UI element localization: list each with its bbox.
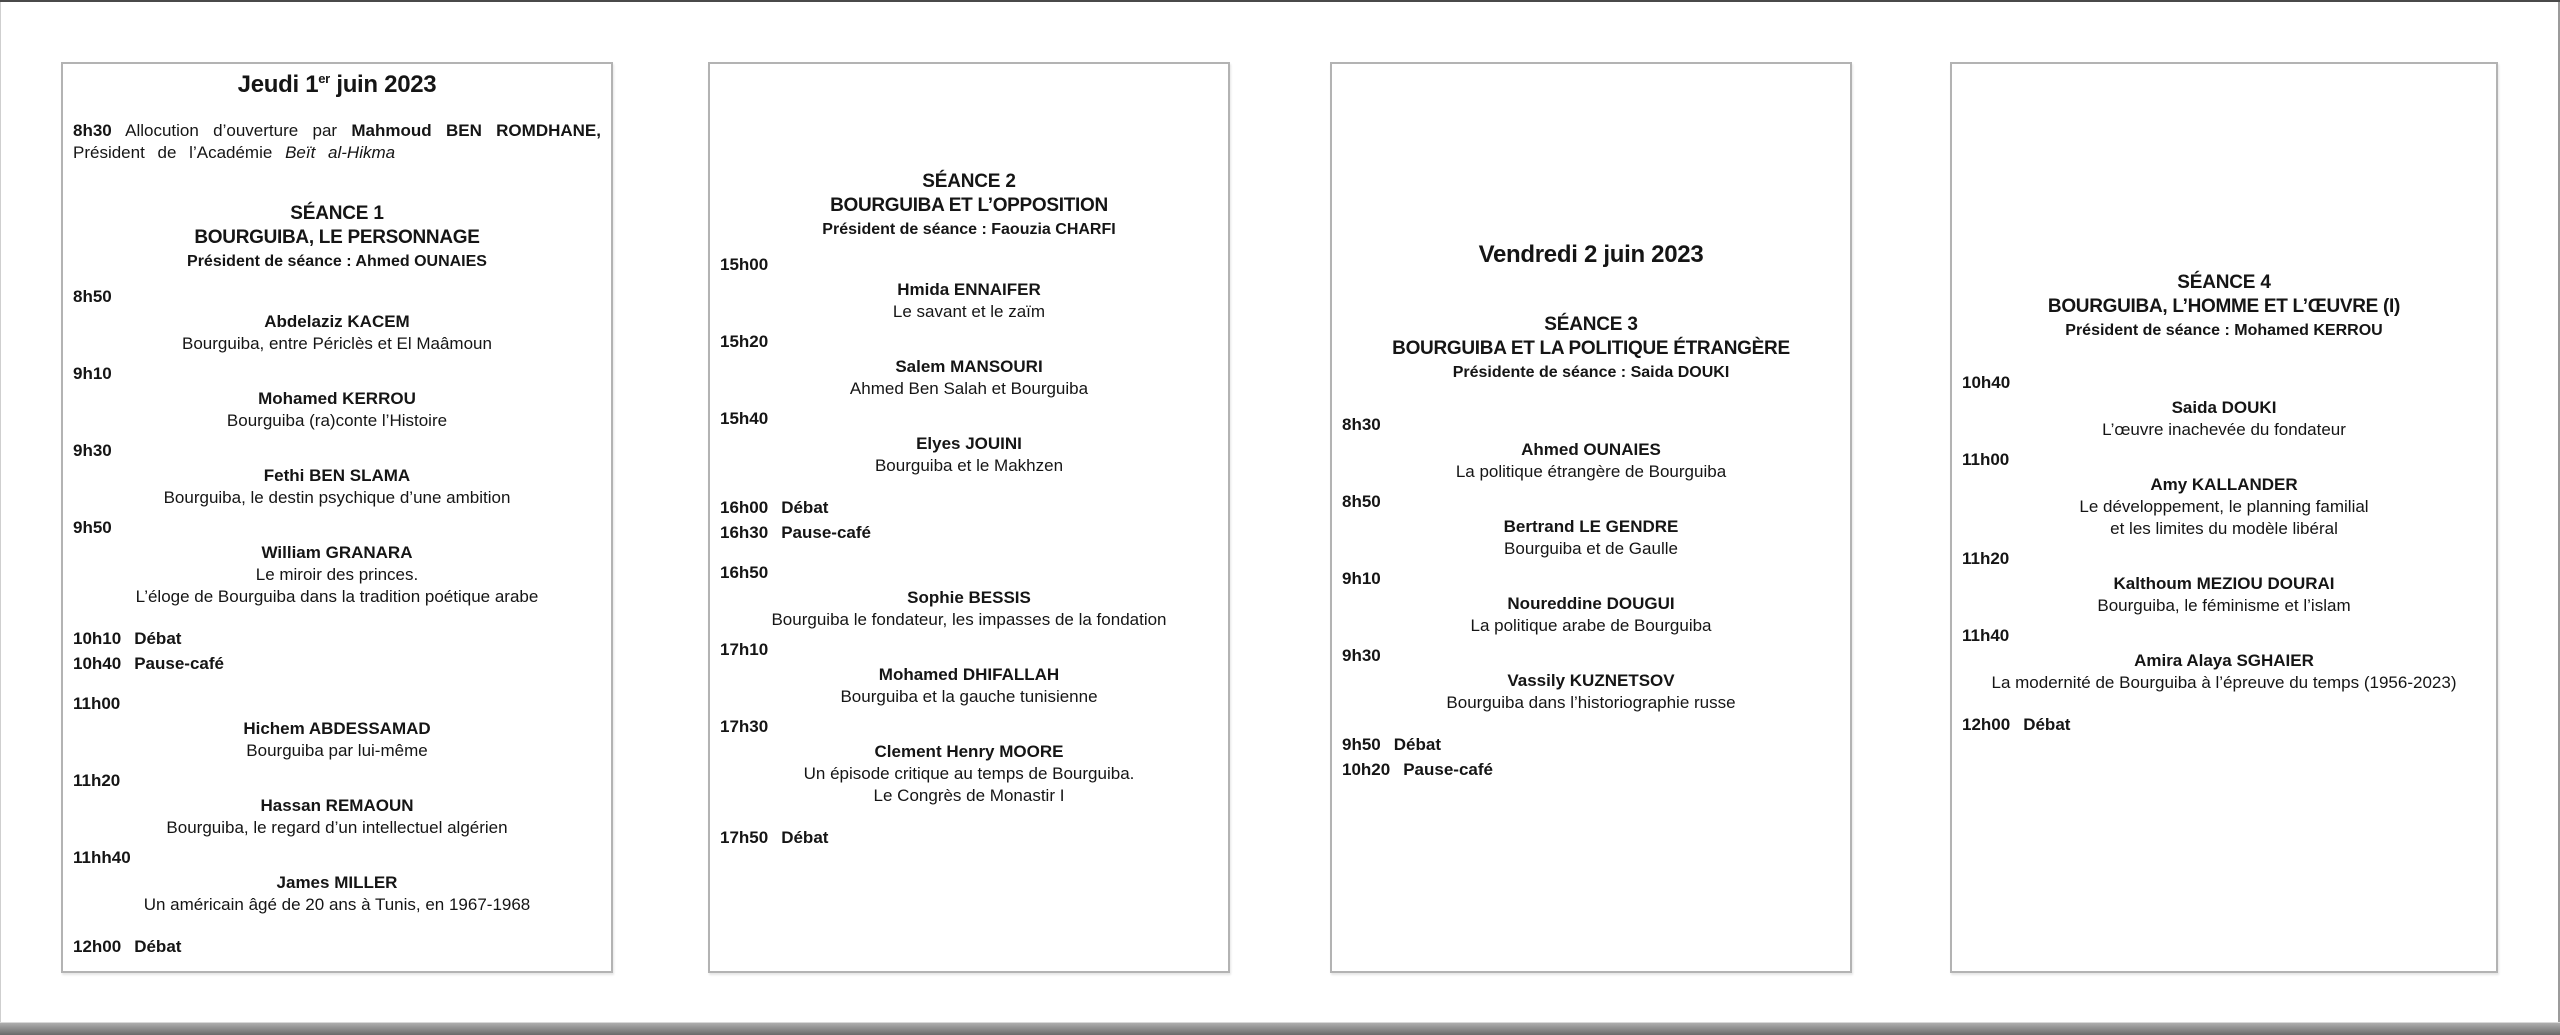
- talk-entry: [720, 408, 1218, 477]
- schedule-break: [1342, 734, 1840, 756]
- speaker-name: Amira Alaya SGHAIER: [2134, 651, 2314, 670]
- opening-line2: [73, 142, 601, 164]
- speaker-name: Hmida ENNAIFER: [897, 280, 1041, 299]
- talk-entry: [1962, 625, 2486, 694]
- speaker-name: Kalthoum MEZIOU DOURAI: [2113, 574, 2335, 593]
- session-chair: Président de séance : Mohamed KERROU: [2065, 322, 2383, 339]
- talk-time: 15h00: [720, 255, 769, 274]
- schedule-break: [1962, 714, 2486, 736]
- speaker-name: Abdelaziz KACEM: [264, 312, 410, 331]
- session-number: SÉANCE 1: [290, 203, 384, 224]
- talk-entry: [1962, 372, 2486, 441]
- speaker-name: Mohamed KERROU: [258, 389, 416, 408]
- talk-title: Bourguiba, entre Périclès et El Maâmoun: [182, 334, 492, 353]
- break-time: 10h10: [73, 629, 122, 648]
- schedule-break: [1342, 759, 1840, 781]
- break-time: 17h50: [720, 828, 769, 847]
- window-bottom-strip: [0, 1022, 2560, 1035]
- text-segment: Allocution d’ouverture par: [125, 121, 338, 140]
- talk-entry: [1342, 568, 1840, 637]
- schedule-break: [73, 936, 601, 958]
- speaker-name: Fethi BEN SLAMA: [263, 466, 411, 485]
- talk-entry: [720, 254, 1218, 323]
- window-left-edge: [0, 2, 1, 1022]
- talk-title: Bourguiba, le destin psychique d’une ambition: [163, 488, 511, 507]
- talk-entry: [73, 440, 601, 509]
- session-number: SÉANCE 4: [2177, 272, 2271, 293]
- talk-entry: [720, 639, 1218, 708]
- talk-entry: [720, 562, 1218, 631]
- session-header: [1342, 313, 1840, 384]
- talk-entry: [720, 331, 1218, 400]
- talk-title: L’œuvre inachevée du fondateur: [2102, 420, 2346, 439]
- speaker-name: Salem MANSOURI: [895, 357, 1043, 376]
- talk-time: 9h30: [1342, 646, 1381, 665]
- break-label: Débat: [134, 937, 182, 956]
- speaker-name: Elyes JOUINI: [916, 434, 1022, 453]
- speaker-name: Amy KALLANDER: [2150, 475, 2298, 494]
- text-segment: Mahmoud BEN ROMDHANE,: [351, 121, 601, 140]
- break-label: Débat: [781, 828, 829, 847]
- schedule-break: [720, 827, 1218, 849]
- talk-entry: [73, 847, 601, 916]
- talk-title: Bourguiba et la gauche tunisienne: [840, 687, 1098, 706]
- break-label: Débat: [134, 629, 182, 648]
- talk-title: Bourguiba par lui-même: [246, 741, 428, 760]
- talk-entry: [73, 363, 601, 432]
- talk-entry: [73, 517, 601, 608]
- break-label: Pause-café: [781, 523, 871, 542]
- break-label: Pause-café: [1403, 760, 1493, 779]
- session-chair: Président de séance : Ahmed OUNAIES: [187, 253, 487, 270]
- speaker-name: Mohamed DHIFALLAH: [878, 665, 1060, 684]
- talk-entry: [720, 716, 1218, 807]
- session-title: BOURGUIBA ET L’OPPOSITION: [830, 195, 1108, 216]
- talk-time: 9h50: [73, 518, 112, 537]
- speaker-name: Bertrand LE GENDRE: [1503, 517, 1679, 536]
- talk-title: Bourguiba dans l’historiographie russe: [1446, 693, 1736, 712]
- speaker-name: Hassan REMAOUN: [260, 796, 414, 815]
- session-chair: Présidente de séance : Saida DOUKI: [1452, 364, 1730, 381]
- talk-title: Bourguiba et le Makhzen: [874, 456, 1064, 475]
- panel-content: [1952, 64, 2496, 736]
- opening-line1: [73, 120, 601, 142]
- schedule-break: [720, 497, 1218, 519]
- talk-entry: [1342, 645, 1840, 714]
- talk-title: L’éloge de Bourguiba dans la tradition poétique arabe: [135, 587, 539, 606]
- talk-title: Le développement, le planning familial: [2079, 497, 2369, 516]
- window-top-edge: [0, 0, 2560, 2]
- talk-time: 11h20: [73, 771, 121, 790]
- break-time: 16h30: [720, 523, 769, 542]
- day-title-text: juin 2023: [329, 71, 437, 98]
- talk-title: Bourguiba (ra)conte l’Histoire: [226, 411, 448, 430]
- talk-title: Un épisode critique au temps de Bourguiba.: [803, 764, 1135, 783]
- session-title: BOURGUIBA, L’HOMME ET L’ŒUVRE (I): [2047, 296, 2401, 317]
- talk-title: La politique arabe de Bourguiba: [1470, 616, 1712, 635]
- break-time: 12h00: [1962, 715, 2011, 734]
- panel-vendredi-seance-3: [1330, 62, 1852, 973]
- talk-time: 11h20: [1962, 549, 2010, 568]
- talk-title: Le Congrès de Monastir I: [873, 786, 1065, 805]
- text-segment: Beït al-Hikma: [285, 143, 396, 162]
- talk-time: 11hh40: [73, 848, 131, 867]
- day-title: [1342, 242, 1840, 268]
- talk-entry: [1342, 414, 1840, 483]
- session-title: BOURGUIBA, LE PERSONNAGE: [194, 227, 480, 248]
- day-title-text: Jeudi 1: [237, 71, 319, 98]
- talk-time: 8h50: [1342, 492, 1381, 511]
- talk-time: 11h00: [1962, 450, 2010, 469]
- speaker-name: William GRANARA: [261, 543, 413, 562]
- talk-time: 10h40: [1962, 373, 2011, 392]
- panel-content: [710, 64, 1228, 849]
- speaker-name: Sophie BESSIS: [907, 588, 1031, 607]
- talk-time: 8h50: [73, 287, 112, 306]
- schedule-break: [720, 522, 1218, 544]
- session-chair: Président de séance : Faouzia CHARFI: [822, 221, 1116, 238]
- speaker-name: Noureddine DOUGUI: [1507, 594, 1675, 613]
- talk-entry: [1962, 548, 2486, 617]
- talk-title: Bourguiba et de Gaulle: [1504, 539, 1678, 558]
- talk-time: 9h10: [1342, 569, 1381, 588]
- session-number: SÉANCE 2: [922, 171, 1016, 192]
- talk-time: 15h20: [720, 332, 769, 351]
- session-header: [73, 202, 601, 273]
- schedule-break: [73, 653, 601, 675]
- session-header: [720, 170, 1218, 241]
- talk-title: Ahmed Ben Salah et Bourguiba: [849, 379, 1089, 398]
- opening-note: [73, 120, 601, 164]
- break-time: 10h20: [1342, 760, 1391, 779]
- speaker-name: Vassily KUZNETSOV: [1507, 671, 1675, 690]
- talk-title: Le savant et le zaïm: [892, 302, 1046, 321]
- talk-time: 17h10: [720, 640, 769, 659]
- talk-time: 9h10: [73, 364, 112, 383]
- schedule-break: [73, 628, 601, 650]
- talk-title: Bourguiba, le féminisme et l’islam: [2097, 596, 2351, 615]
- break-time: 10h40: [73, 654, 122, 673]
- panel-content: [1332, 64, 1850, 781]
- talk-title: La modernité de Bourguiba à l’épreuve du temps (1956-2023): [1991, 673, 2457, 692]
- talk-time: 15h40: [720, 409, 769, 428]
- break-label: Pause-café: [134, 654, 224, 673]
- talk-entry: [1342, 491, 1840, 560]
- speaker-name: Saida DOUKI: [2171, 398, 2277, 417]
- talk-time: 17h30: [720, 717, 769, 736]
- panel-content: [63, 64, 611, 958]
- talk-title: Un américain âgé de 20 ans à Tunis, en 1967-1968: [143, 895, 531, 914]
- talk-time: 9h30: [73, 441, 112, 460]
- day-title: [73, 66, 601, 98]
- talk-time: 11h40: [1962, 626, 2010, 645]
- break-time: 12h00: [73, 937, 122, 956]
- talk-entry: [73, 770, 601, 839]
- session-header: [1962, 271, 2486, 342]
- talk-title: Bourguiba le fondateur, les impasses de la fondation: [771, 610, 1167, 629]
- panel-jeudi-seance-2: [708, 62, 1230, 973]
- break-label: Débat: [781, 498, 829, 517]
- break-label: Débat: [2023, 715, 2071, 734]
- talk-title: La politique étrangère de Bourguiba: [1455, 462, 1727, 481]
- break-label: Débat: [1393, 735, 1441, 754]
- talk-entry: [1962, 449, 2486, 540]
- break-time: 9h50: [1342, 735, 1381, 754]
- break-time: 16h00: [720, 498, 769, 517]
- session-title: BOURGUIBA ET LA POLITIQUE ÉTRANGÈRE: [1392, 338, 1790, 359]
- session-number: SÉANCE 3: [1544, 314, 1638, 335]
- speaker-name: Hichem ABDESSAMAD: [243, 719, 431, 738]
- speaker-name: Ahmed OUNAIES: [1521, 440, 1661, 459]
- talk-time: 16h50: [720, 563, 769, 582]
- speaker-name: James MILLER: [276, 873, 398, 892]
- panel-vendredi-seance-4: [1950, 62, 2498, 973]
- panel-jeudi-seance-1: [61, 62, 613, 973]
- talk-title: Le miroir des princes.: [255, 565, 419, 584]
- talk-entry: [73, 286, 601, 355]
- talk-time: 8h30: [1342, 415, 1381, 434]
- day-title-text: Vendredi 2 juin 2023: [1478, 241, 1704, 268]
- talk-entry: [73, 693, 601, 762]
- talk-title: Bourguiba, le regard d’un intellectuel algérien: [166, 818, 508, 837]
- talk-title: et les limites du modèle libéral: [2110, 519, 2338, 538]
- ordinal-suffix: er: [318, 71, 330, 86]
- speaker-name: Clement Henry MOORE: [874, 742, 1064, 761]
- text-segment: Président de l’Académie: [73, 143, 273, 162]
- text-segment: 8h30: [73, 121, 112, 140]
- talk-time: 11h00: [73, 694, 121, 713]
